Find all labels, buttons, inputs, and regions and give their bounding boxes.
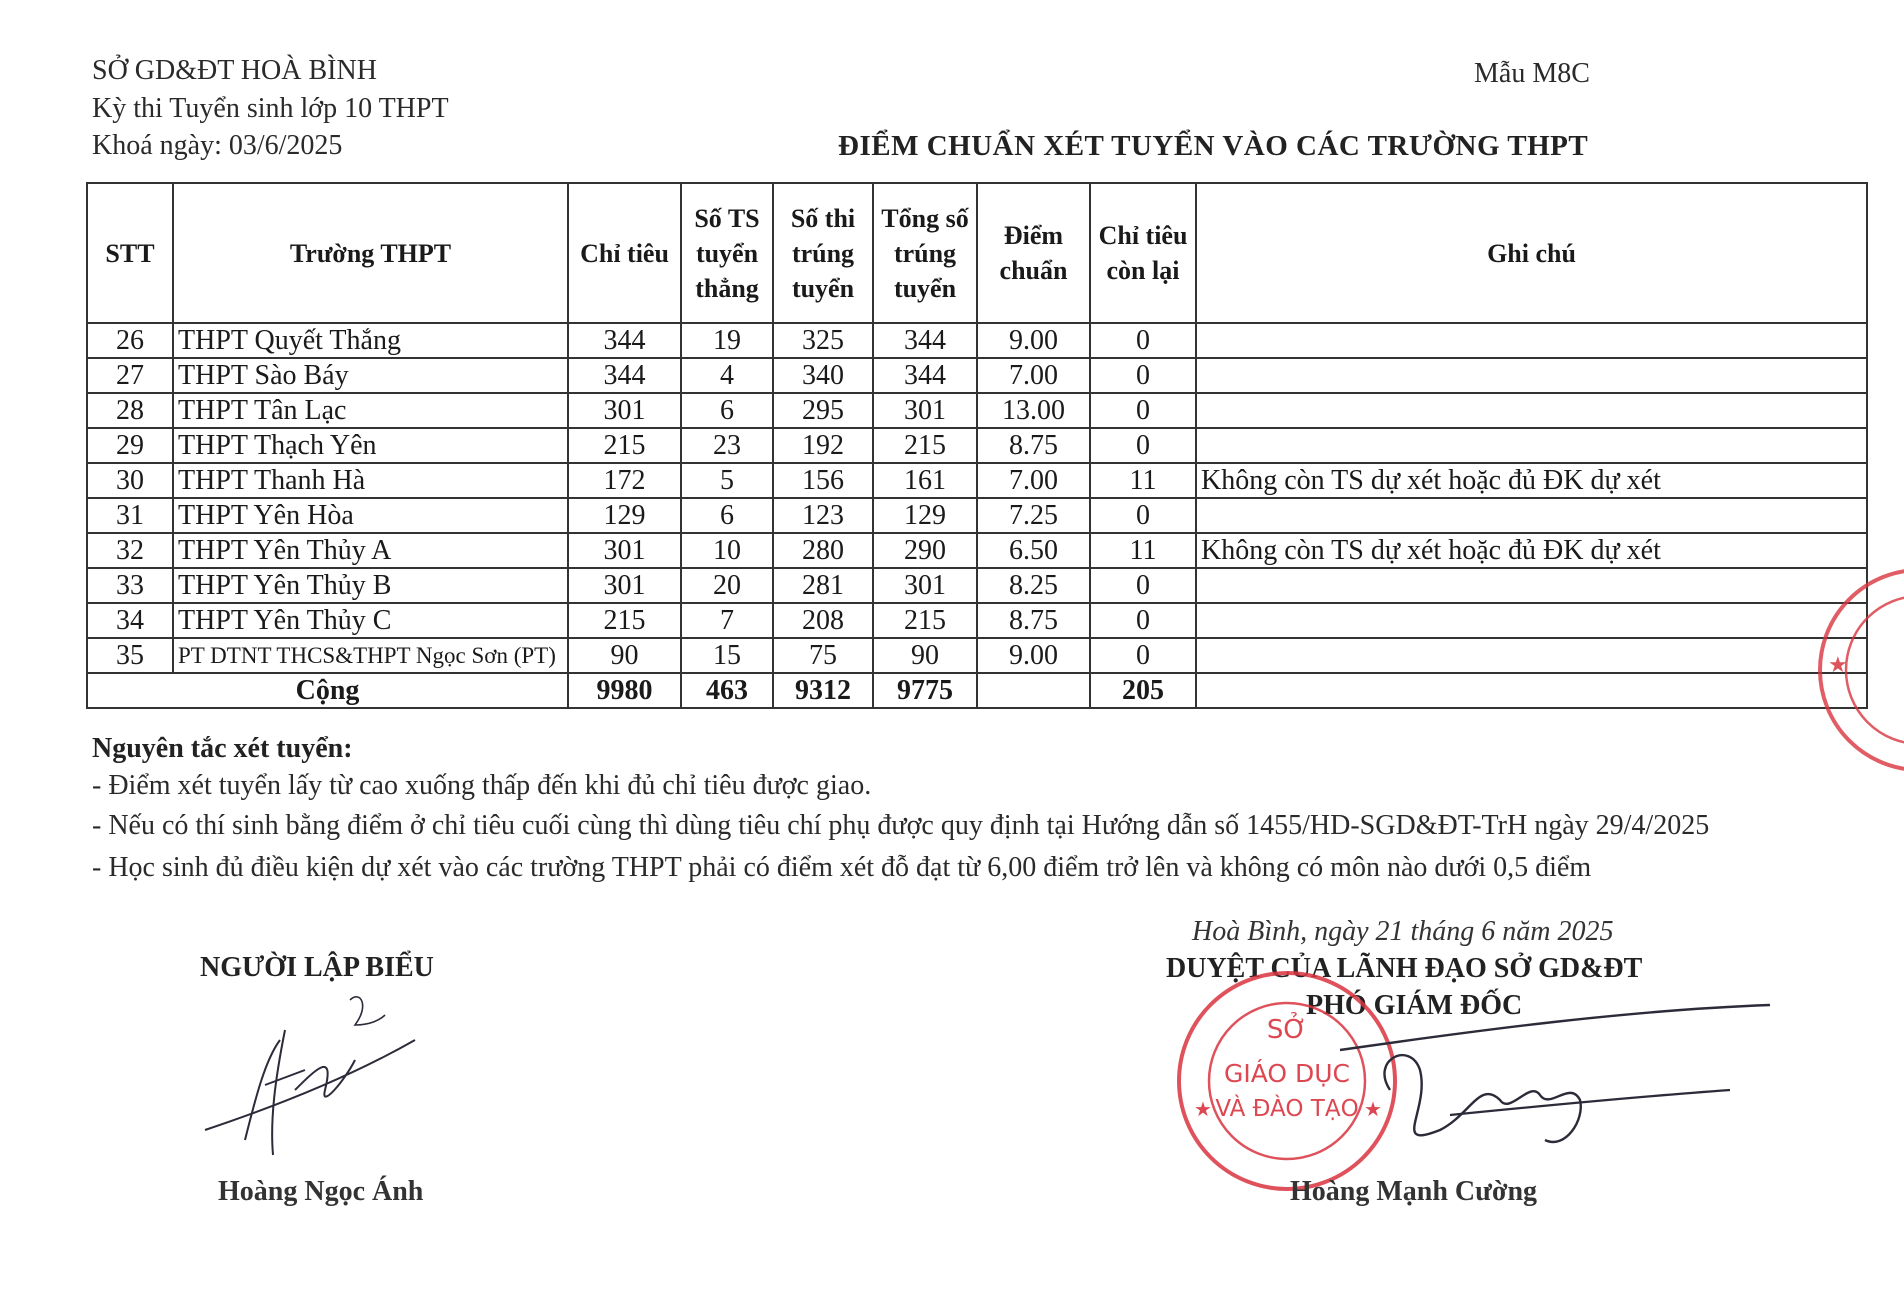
cell-passed: 325 — [773, 323, 873, 358]
col-header-remaining: Chỉ tiêu còn lại — [1090, 183, 1196, 323]
total-label: Cộng — [87, 673, 568, 708]
cell-school: THPT Yên Hòa — [173, 498, 568, 533]
cell-cutoff: 7.00 — [977, 358, 1090, 393]
cell-passed: 208 — [773, 603, 873, 638]
cell-cutoff: 8.75 — [977, 428, 1090, 463]
cell-school: THPT Yên Thủy A — [173, 533, 568, 568]
cell-cutoff: 7.25 — [977, 498, 1090, 533]
cell-school: THPT Thanh Hà — [173, 463, 568, 498]
cell-remaining: 0 — [1090, 568, 1196, 603]
table-row — [87, 533, 1867, 568]
cell-total: 161 — [873, 463, 977, 498]
cell-stt: 32 — [87, 533, 173, 568]
cell-note: Không còn TS dự xét hoặc đủ ĐK dự xét — [1196, 463, 1867, 498]
col-header-quota: Chỉ tiêu — [568, 183, 681, 323]
cell-note — [1196, 638, 1867, 673]
cell-total: 301 — [873, 568, 977, 603]
cell-remaining: 0 — [1090, 358, 1196, 393]
exam-name: Kỳ thi Tuyển sinh lớp 10 THPT — [92, 93, 449, 124]
principle-item-1: - Điểm xét tuyển lấy từ cao xuống thấp đến khi đủ chỉ tiêu được giao. — [92, 770, 872, 801]
cell-quota: 90 — [568, 638, 681, 673]
cell-stt: 35 — [87, 638, 173, 673]
cell-quota: 172 — [568, 463, 681, 498]
total-remaining: 205 — [1090, 673, 1196, 708]
cell-direct: 19 — [681, 323, 773, 358]
cell-school: PT DTNT THCS&THPT Ngọc Sơn (PT) — [173, 638, 568, 673]
col-header-total: Tổng số trúng tuyển — [873, 183, 977, 323]
total-passed: 9312 — [773, 673, 873, 708]
cell-stt: 34 — [87, 603, 173, 638]
cell-stt: 29 — [87, 428, 173, 463]
svg-text:★: ★ — [1828, 653, 1848, 678]
cell-school: THPT Quyết Thắng — [173, 323, 568, 358]
table-row — [87, 393, 1867, 428]
table-row — [87, 323, 1867, 358]
cell-total: 215 — [873, 428, 977, 463]
seal-text-1: SỞ — [1266, 1015, 1308, 1045]
cell-cutoff: 13.00 — [977, 393, 1090, 428]
sign-date: Hoà Bình, ngày 21 tháng 6 năm 2025 — [1192, 916, 1614, 947]
cell-direct: 23 — [681, 428, 773, 463]
cell-note: Không còn TS dự xét hoặc đủ ĐK dự xét — [1196, 533, 1867, 568]
document-title: ĐIỂM CHUẨN XÉT TUYỂN VÀO CÁC TRƯỜNG THPT — [838, 130, 1589, 162]
cell-direct: 20 — [681, 568, 773, 603]
cell-total: 301 — [873, 393, 977, 428]
principle-item-2: - Nếu có thí sinh bằng điểm ở chỉ tiêu cuối cùng thì dùng tiêu chí phụ được quy định tại Hướng dẫn số 1455/HD-SGD&ĐT-TrH ngày 29/4/2025 — [92, 810, 1710, 841]
cell-direct: 15 — [681, 638, 773, 673]
cell-cutoff: 7.00 — [977, 463, 1090, 498]
svg-text:★: ★ — [1364, 1097, 1382, 1121]
cell-school: THPT Tân Lạc — [173, 393, 568, 428]
partial-seal-icon — [1810, 560, 1904, 780]
cell-quota: 129 — [568, 498, 681, 533]
cell-note — [1196, 428, 1867, 463]
cell-direct: 5 — [681, 463, 773, 498]
seal-text-2: GIÁO DỤC — [1223, 1059, 1351, 1088]
cell-quota: 215 — [568, 428, 681, 463]
approver-signature-icon — [1330, 990, 1800, 1180]
cell-quota: 215 — [568, 603, 681, 638]
cell-cutoff: 8.75 — [977, 603, 1090, 638]
cell-remaining: 0 — [1090, 428, 1196, 463]
cell-note — [1196, 393, 1867, 428]
cell-passed: 123 — [773, 498, 873, 533]
cell-passed: 281 — [773, 568, 873, 603]
cell-quota: 301 — [568, 393, 681, 428]
total-quota: 9980 — [568, 673, 681, 708]
svg-text:★: ★ — [1194, 1097, 1212, 1121]
cell-note — [1196, 498, 1867, 533]
cell-school: THPT Yên Thủy C — [173, 603, 568, 638]
col-header-cutoff: Điểm chuẩn — [977, 183, 1090, 323]
table-row — [87, 428, 1867, 463]
seal-text-3: VÀ ĐÀO TẠO — [1215, 1096, 1359, 1122]
cell-total: 344 — [873, 323, 977, 358]
cell-quota: 301 — [568, 533, 681, 568]
cell-school: THPT Sào Báy — [173, 358, 568, 393]
cell-remaining: 0 — [1090, 638, 1196, 673]
cell-stt: 28 — [87, 393, 173, 428]
cell-cutoff: 9.00 — [977, 638, 1090, 673]
preparer-name: Hoàng Ngọc Ánh — [218, 1176, 424, 1207]
cell-stt: 31 — [87, 498, 173, 533]
exam-session: Khoá ngày: 03/6/2025 — [92, 130, 343, 161]
cell-note — [1196, 568, 1867, 603]
cell-stt: 26 — [87, 323, 173, 358]
total-direct: 463 — [681, 673, 773, 708]
principles-title: Nguyên tắc xét tuyển: — [92, 733, 353, 764]
cell-cutoff: 8.25 — [977, 568, 1090, 603]
cell-passed: 156 — [773, 463, 873, 498]
cell-stt: 33 — [87, 568, 173, 603]
col-header-stt: STT — [87, 183, 173, 323]
total-total: 9775 — [873, 673, 977, 708]
total-note — [1196, 673, 1867, 708]
table-row — [87, 463, 1867, 498]
cell-passed: 192 — [773, 428, 873, 463]
table-row — [87, 603, 1867, 638]
cell-remaining: 0 — [1090, 498, 1196, 533]
cell-direct: 4 — [681, 358, 773, 393]
cell-direct: 6 — [681, 498, 773, 533]
cell-stt: 27 — [87, 358, 173, 393]
cell-note — [1196, 358, 1867, 393]
col-header-note: Ghi chú — [1196, 183, 1867, 323]
org-name: SỞ GD&ĐT HOÀ BÌNH — [92, 55, 377, 86]
cell-direct: 10 — [681, 533, 773, 568]
cell-total: 90 — [873, 638, 977, 673]
cell-total: 129 — [873, 498, 977, 533]
cell-passed: 340 — [773, 358, 873, 393]
preparer-signature-icon — [185, 990, 445, 1170]
approver-position: PHÓ GIÁM ĐỐC — [1306, 990, 1523, 1021]
cell-passed: 280 — [773, 533, 873, 568]
approver-title: DUYỆT CỦA LÃNH ĐẠO SỞ GD&ĐT — [1166, 953, 1643, 984]
table-row — [87, 358, 1867, 393]
cell-passed: 295 — [773, 393, 873, 428]
cell-remaining: 0 — [1090, 323, 1196, 358]
cell-school: THPT Thạch Yên — [173, 428, 568, 463]
table-row — [87, 498, 1867, 533]
cell-school: THPT Yên Thủy B — [173, 568, 568, 603]
col-header-passed: Số thi trúng tuyển — [773, 183, 873, 323]
cell-remaining: 11 — [1090, 533, 1196, 568]
approver-name: Hoàng Mạnh Cường — [1290, 1176, 1538, 1207]
cell-cutoff: 6.50 — [977, 533, 1090, 568]
cell-quota: 301 — [568, 568, 681, 603]
cell-remaining: 0 — [1090, 393, 1196, 428]
cell-passed: 75 — [773, 638, 873, 673]
cell-remaining: 0 — [1090, 603, 1196, 638]
cutoff-table — [86, 182, 1868, 709]
cell-note — [1196, 603, 1867, 638]
table-row — [87, 568, 1867, 603]
cell-stt: 30 — [87, 463, 173, 498]
col-header-school: Trường THPT — [173, 183, 568, 323]
cell-direct: 7 — [681, 603, 773, 638]
cell-quota: 344 — [568, 323, 681, 358]
cell-note — [1196, 323, 1867, 358]
principle-item-3: - Học sinh đủ điều kiện dự xét vào các trường THPT phải có điểm xét đỗ đạt từ 6,00 điểm trở lên và không có môn nào dưới 0,5 điểm — [92, 852, 1592, 883]
cell-direct: 6 — [681, 393, 773, 428]
cell-total: 290 — [873, 533, 977, 568]
total-cutoff — [977, 673, 1090, 708]
cell-total: 344 — [873, 358, 977, 393]
cell-total: 215 — [873, 603, 977, 638]
table-row — [87, 638, 1867, 673]
cell-quota: 344 — [568, 358, 681, 393]
table-header-row — [87, 183, 1867, 323]
form-code: Mẫu M8C — [1474, 58, 1590, 89]
col-header-direct: Số TS tuyển thẳng — [681, 183, 773, 323]
cell-cutoff: 9.00 — [977, 323, 1090, 358]
preparer-title: NGƯỜI LẬP BIỂU — [200, 952, 434, 983]
cell-remaining: 11 — [1090, 463, 1196, 498]
table-total-row — [87, 673, 1867, 708]
